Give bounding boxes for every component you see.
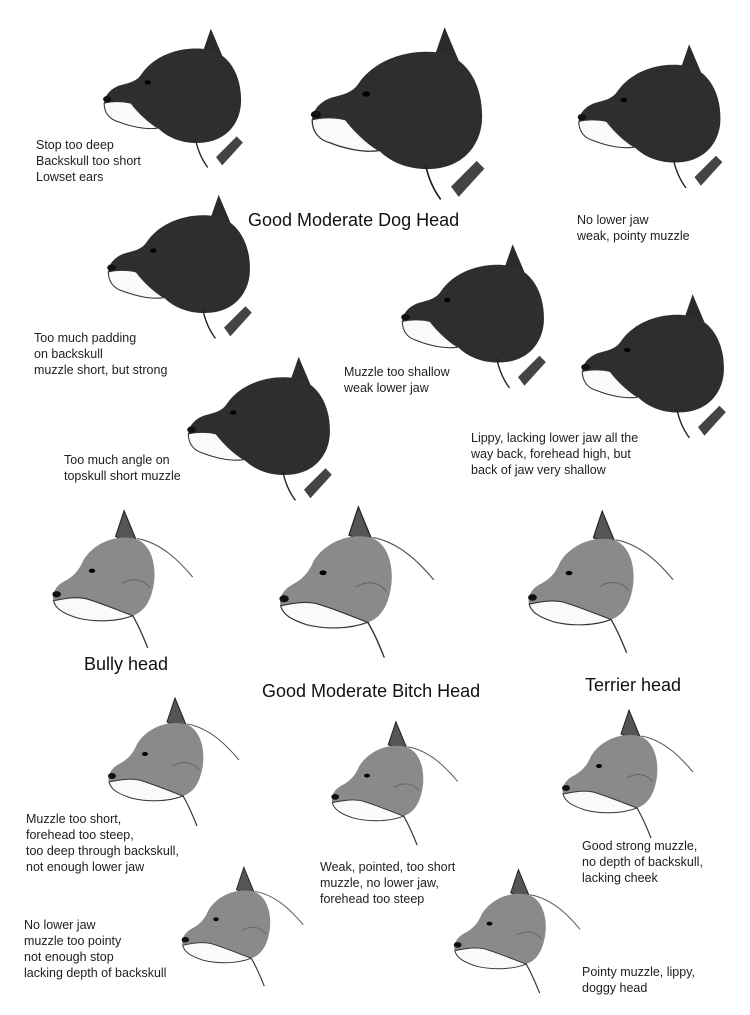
dog-head-no-lower-jaw-illustration (572, 40, 727, 190)
good-bitch-head-title: Good Moderate Bitch Head (262, 681, 481, 701)
bitch-head-good-strong-muzzle-illustration (552, 700, 702, 840)
caption-good-strong-muzzle: Good strong muzzle, no depth of backskull, lacking cheek (582, 839, 703, 885)
bitch-head-muzzle-too-short-illustration (98, 688, 248, 828)
dog-head-too-much-angle-illustration (184, 350, 334, 505)
caption-stop-too-deep: Stop too deep Backskull too short Lowset ears (36, 138, 141, 184)
bitch-head-pointy-muzzle-illustration (444, 860, 589, 995)
good-bitch-head-illustration (266, 495, 446, 660)
bully-head-title: Bully head (84, 654, 169, 674)
bitch-head-no-lower-jaw-illustration (172, 858, 312, 988)
bitch-head-weak-pointed-illustration (324, 712, 464, 847)
caption-no-lower-jaw-bitch: No lower jaw muzzle too pointy not enough stop lacking depth of backskull (24, 918, 167, 980)
good-dog-head-title: Good Moderate Dog Head (248, 210, 460, 230)
terrier-head-illustration (520, 500, 680, 655)
caption-muzzle-too-shallow: Muzzle too shallow weak lower jaw (344, 365, 450, 395)
good-dog-head-illustration (292, 22, 502, 202)
caption-lippy: Lippy, lacking lower jaw all the way back, forehead high, but back of jaw very shallow (471, 431, 639, 477)
caption-muzzle-too-short: Muzzle too short, forehead too steep, too deep through backskull, not enough lower jaw (26, 812, 179, 874)
caption-too-much-padding: Too much padding on backskull muzzle short, but strong (34, 331, 168, 377)
terrier-head-title: Terrier head (585, 675, 682, 695)
caption-too-much-angle: Too much angle on topskull short muzzle (64, 453, 181, 483)
caption-no-lower-jaw-dog: No lower jaw weak, pointy muzzle (577, 213, 690, 243)
bully-head-illustration (42, 500, 202, 650)
caption-weak-pointed: Weak, pointed, too short muzzle, no lower jaw, forehead too steep (320, 860, 456, 906)
dog-head-lippy-illustration (578, 290, 728, 440)
caption-pointy-muzzle: Pointy muzzle, lippy, doggy head (582, 965, 696, 995)
dog-head-too-much-padding-illustration (104, 188, 254, 343)
